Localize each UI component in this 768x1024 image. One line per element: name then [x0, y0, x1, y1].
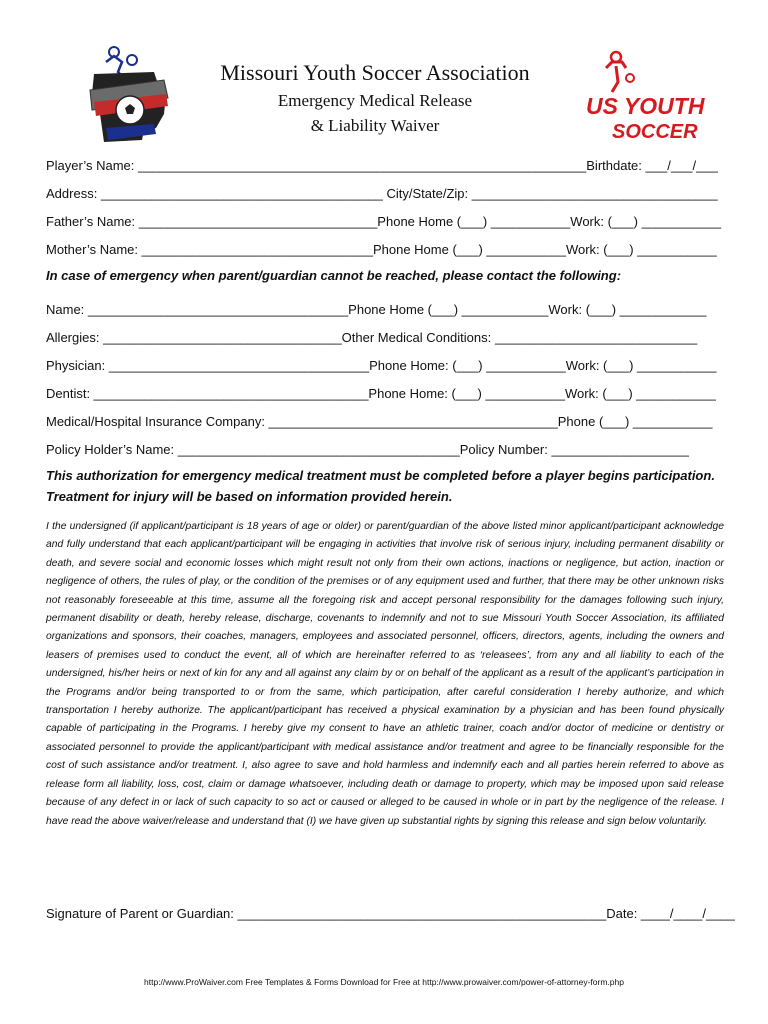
- address-field[interactable]: Address: _______________________________________ City/State/Zip: __________________________________: [46, 186, 718, 201]
- form-title-line-1: Emergency Medical Release: [277, 91, 473, 110]
- signature-field[interactable]: Signature of Parent or Guardian: ___________________________________________________Date: ____/____/____: [46, 906, 735, 921]
- player-name-field[interactable]: Player’s Name: ______________________________________________________________Birthdate: ___/___/___: [46, 158, 718, 173]
- org-name: Missouri Youth Soccer Association: [220, 60, 530, 85]
- emergency-heading: In case of emergency when parent/guardian cannot be reached, please contact the following:: [46, 268, 622, 283]
- father-field[interactable]: Father’s Name: _________________________________Phone Home (___) ___________Work: (___) ___________: [46, 214, 722, 229]
- form-title-line-2: & Liability Waiver: [310, 116, 440, 135]
- us-youth-soccer-logo: [582, 48, 705, 144]
- dentist-field[interactable]: Dentist: ______________________________________Phone Home: (___) ___________Work: (___) ___________: [46, 386, 716, 401]
- physician-field[interactable]: Physician: ____________________________________Phone Home: (___) ___________Work: (___) ___________: [46, 358, 717, 373]
- usys-logo-text-bottom: SOCCER: [612, 121, 698, 143]
- allergies-field[interactable]: Allergies: _________________________________Other Medical Conditions: ____________________________: [46, 330, 698, 345]
- policy-field[interactable]: Policy Holder’s Name: _______________________________________Policy Number: ___________________: [46, 442, 689, 457]
- emergency-name-field[interactable]: Name: ____________________________________Phone Home (___) ____________Work: (___) ____________: [46, 302, 707, 317]
- mother-field[interactable]: Mother’s Name: ________________________________Phone Home (___) ___________Work: (___) ___________: [46, 242, 717, 257]
- footer-url: http://www.ProWaiver.com Free Templates & Forms Download for Free at http://www.prowaiver.com/power-of-attorney-form.php: [144, 977, 624, 987]
- waiver-paragraph: I the undersigned (if applicant/participant is 18 years of age or older) or parent/guardian of the above listed minor applicant/participant acknowledge and fully understand that each applicant/participant will be engaging in activities that involve risk of serious injury, including permanent disability or death, and severe social and economic losses which might result not only from their own actions, inactions or negligence, but action, inaction or negligence of others, the rules of play, or the condition of the premises or of any equipment used and further, that there may be other unknown risks not reasonably foreseeable at this time, assume all the foregoing risk and accept personal responsibility for the damages following such injury, permanent disability or death, hereby release, discharge, covenants to indemnify and not to sue Missouri Youth Soccer Association, its affiliated organizations and sponsors, their coaches, managers, employees and associated personnel, officers, directors, agents, including the owners and leasers of premises used to conduct the event, all of which are hereinafter referred to as ‘releasees’, from any and all liability to each of the undersigned, his/her heirs or next of kin for any and all against any claim by or on behalf of the applicant as a result of the applicant’s participation in the Programs and/or being transported to or from the same, which participation, after careful consideration I hereby authorize, and which transportation I hereby authorize. The applicant/participant has received a physical examination by a physician and has been found physically capable of participating in the Programs. I hereby give my consent to have an athletic trainer, coach and/or doctor of medicine or dentistry or associated personnel to provide the applicant/participant with medical assistance and/or treatment and agree to be financially responsible for the cost of such assistance and/or treatment. I, also agree to save and hold harmless and indemnify each and all parties herein referred to above as release form all liability, loss, cost, claim or damage whatsoever, including death or damage to property, which may be imposed upon said release because of any defect in or lack of such capacity to so act or caused or alleged to be caused in whole or in part by the negligence of the release. I have read the above waiver/release and understand that (I) we have given up substantial rights by signing this release and sign below voluntarily.: [46, 521, 724, 827]
- authorization-line-2: Treatment for injury will be based on information provided herein.: [46, 489, 453, 504]
- usys-logo-text-top: US YOUTH: [586, 93, 705, 119]
- authorization-line-1: This authorization for emergency medical treatment must be completed before a player begins participation.: [46, 468, 715, 483]
- insurance-field[interactable]: Medical/Hospital Insurance Company: ________________________________________Phone (___) ___________: [46, 414, 713, 429]
